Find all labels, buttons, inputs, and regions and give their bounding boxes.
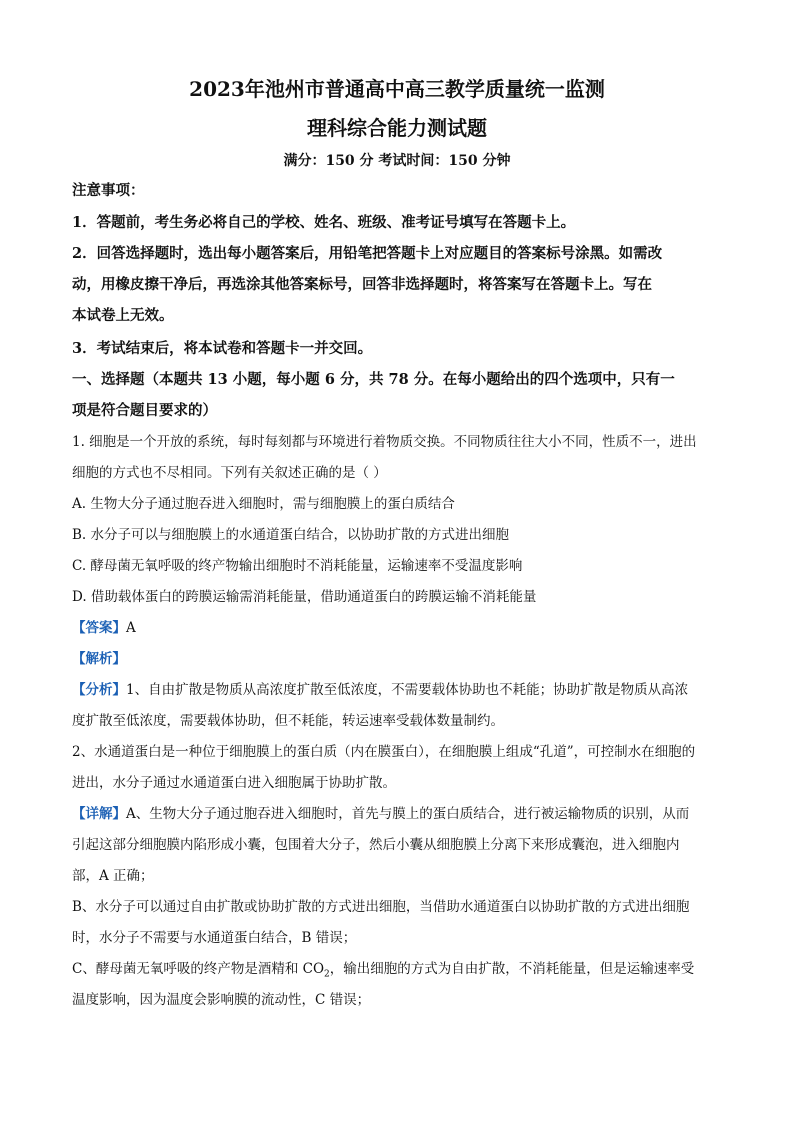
question-stem-cont: 细胞的方式也不尽相同。下列有关叙述正确的是（ ） (72, 465, 387, 481)
xiangjie-text: 温度影响，因为温度会影响膜的流动性，C 错误； (72, 992, 371, 1008)
analysis-label: 【解析】 (72, 651, 126, 667)
notice-item: 1．答题前，考生务必将自己的学校、姓名、班级、准考证号填写在答题卡上。 (72, 214, 576, 231)
fenxi-label: 【分析】 (72, 682, 126, 698)
answer-value: A (126, 620, 136, 636)
score-time: 满分：150 分 考试时间：150 分钟 (283, 153, 511, 169)
c-text-pre: C、酵母菌无氧呼吸的终产物是酒精和 CO (72, 961, 325, 977)
fenxi-text: 1、自由扩散是物质从高浓度扩散至低浓度，不需要载体协助也不耗能；协助扩散是物质从高浓 (126, 682, 689, 698)
fenxi-text: 度扩散至低浓度，需要载体协助，但不耗能，转运速率受载体数量制约。 (72, 713, 504, 729)
xiangjie-text: 部，A 正确； (72, 868, 154, 884)
analysis-line (72, 649, 732, 669)
notice-item: 2．回答选择题时，选出每小题答案后，用铅笔把答题卡上对应题目的答案标号涂黑。如需改 (72, 245, 663, 262)
option-c: C. 酵母菌无氧呼吸的终产物输出细胞时不消耗能量，运输速率不受温度影响 (72, 558, 523, 574)
exam-title: 2023年池州市普通高中高三教学质量统一监测 (189, 77, 605, 101)
c-subscript: 2 (324, 969, 330, 980)
notice-item: 本试卷上无效。 (72, 307, 174, 324)
xiangjie-label: 【详解】 (72, 806, 126, 822)
notice-heading: 注意事项： (72, 182, 145, 199)
answer-line (72, 618, 732, 638)
section-heading: 一、选择题（本题共 13 小题，每小题 6 分，共 78 分。在每小题给出的四个选项中，只有一 (72, 371, 675, 388)
xiangjie-text: 时，水分子不需要与水通道蛋白结合，B 错误； (72, 930, 357, 946)
xiangjie-line (72, 804, 732, 824)
answer-label: 【答案】 (72, 620, 126, 636)
option-a: A. 生物大分子通过胞吞进入细胞时，需与细胞膜上的蛋白质结合 (72, 496, 455, 512)
notice-item: 3．考试结束后，将本试卷和答题卡一并交回。 (72, 340, 373, 357)
xiangjie-text: 引起这部分细胞膜内陷形成小囊，包围着大分子，然后小囊从细胞膜上分离下来形成囊泡，进入细胞内 (72, 837, 680, 853)
xiangjie-text: A、生物大分子通过胞吞进入细胞时，首先与膜上的蛋白质结合，进行被运输物质的识别，从而 (126, 806, 690, 822)
xiangjie-text: B、水分子可以通过自由扩散或协助扩散的方式进出细胞，当借助水通道蛋白以协助扩散的方式进出细胞 (72, 899, 690, 915)
option-b: B. 水分子可以与细胞膜上的水通道蛋白结合，以协助扩散的方式进出细胞 (72, 527, 510, 543)
notice-item: 动，用橡皮擦干净后，再选涂其他答案标号，回答非选择题时，将答案写在答题卡上。写在 (72, 276, 652, 293)
exam-subtitle: 理科综合能力测试题 (307, 116, 487, 140)
fenxi-text: 2、水通道蛋白是一种位于细胞膜上的蛋白质（内在膜蛋白），在细胞膜上组成“孔道”，可控制水在细胞的 (72, 744, 696, 760)
c-text-post: ，输出细胞的方式为自由扩散，不消耗能量，但是运输速率受 (329, 961, 695, 977)
fenxi-line (72, 680, 732, 700)
xiangjie-c-line (72, 959, 732, 985)
section-heading-cont: 项是符合题目要求的） (72, 402, 217, 419)
question-stem: 1. 细胞是一个开放的系统，每时每刻都与环境进行着物质交换。不同物质往往大小不同，性质不一，进出 (72, 434, 697, 450)
option-d: D. 借助载体蛋白的跨膜运输需消耗能量，借助通道蛋白的跨膜运输不消耗能量 (72, 589, 537, 605)
fenxi-text: 进出，水分子通过水通道蛋白进入细胞属于协助扩散。 (72, 775, 396, 791)
